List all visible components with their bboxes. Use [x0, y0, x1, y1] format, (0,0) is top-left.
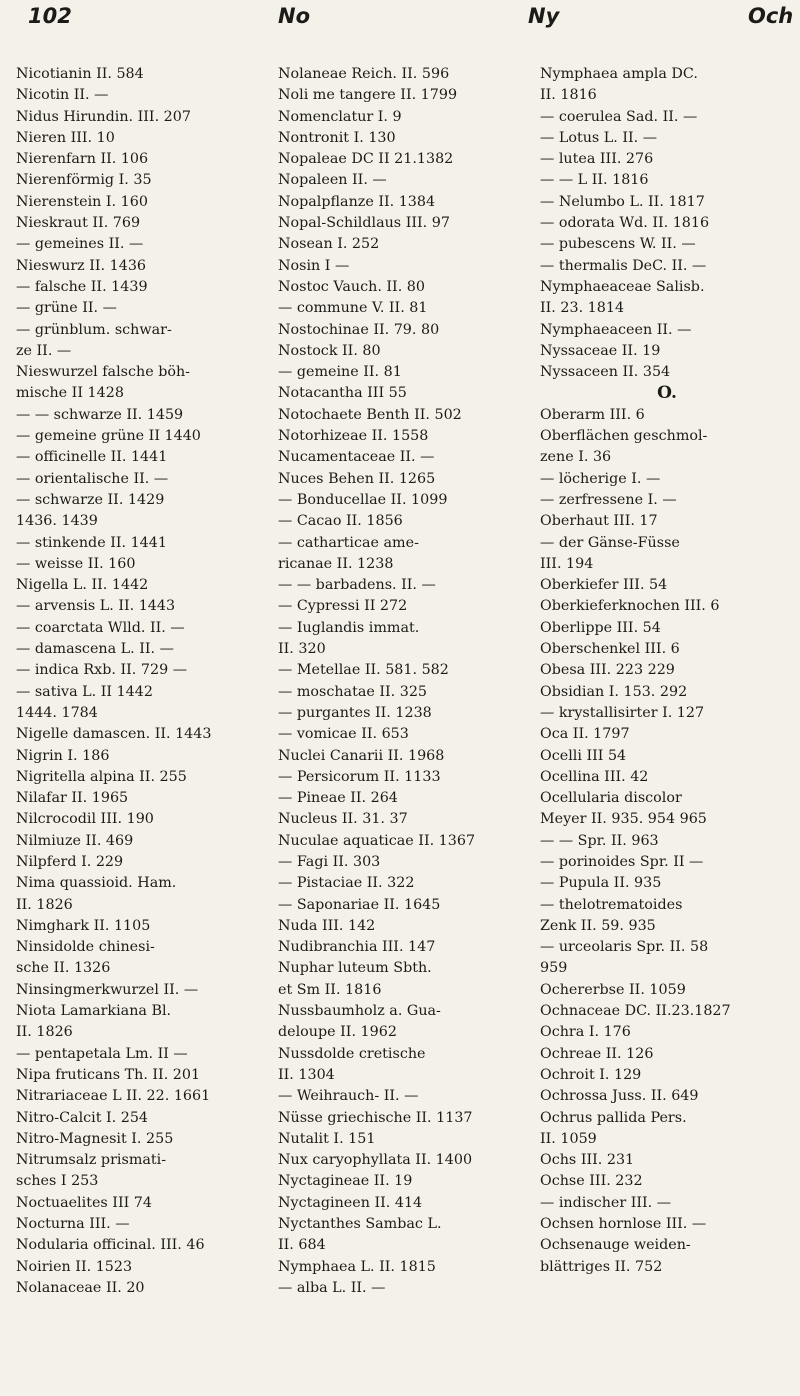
index-entry: Nontronit I. 130 — [278, 129, 396, 146]
index-entry: — porinoides Spr. II — — [540, 853, 704, 870]
index-entry: Nitro-Magnesit I. 255 — [16, 1130, 174, 1147]
index-entry: Ninsingmerkwurzel II. — — [16, 981, 199, 998]
index-entry: — commune V. II. 81 — [278, 300, 428, 317]
index-entry: Nidus Hirundin. III. 207 — [16, 108, 191, 125]
index-entry: — grünblum. schwar- — [16, 321, 172, 338]
index-entry: — gemeines II. — — [16, 236, 144, 253]
index-entry: — stinkende II. 1441 — [16, 534, 167, 551]
index-entry: Notacantha III 55 — [278, 385, 407, 402]
index-entry: blättriges II. 752 — [540, 1258, 663, 1275]
index-entry: Ochrossa Juss. II. 649 — [540, 1088, 699, 1105]
index-entry: Nomenclatur I. 9 — [278, 108, 402, 125]
index-entry: Nolaneae Reich. II. 596 — [278, 66, 450, 82]
index-entry: Nieswurz II. 1436 — [16, 257, 147, 274]
index-entry: Notochaete Benth II. 502 — [278, 406, 462, 423]
index-entry: Nieswurzel falsche böh- — [16, 364, 191, 381]
index-entry: Oberflächen geschmol- — [540, 428, 708, 445]
index-entry: — arvensis L. II. 1443 — [16, 598, 176, 615]
index-entry: Nostochinae II. 79. 80 — [278, 321, 440, 338]
index-entry: Meyer II. 935. 954 965 — [540, 811, 707, 828]
index-entry: 1444. 1784 — [16, 704, 98, 721]
index-entry: II. 1059 — [540, 1130, 597, 1147]
index-entry: Nostock II. 80 — [278, 342, 381, 359]
index-entry: — odorata Wd. II. 1816 — [540, 215, 710, 232]
index-entry: — Metellae II. 581. 582 — [278, 662, 449, 679]
index-entry: Nicotin II. — — [16, 87, 109, 104]
index-column-1 — [16, 64, 270, 1299]
index-column-3 — [540, 64, 794, 1278]
index-entry: — indischer III. — — [540, 1194, 672, 1211]
index-entry: — weisse II. 160 — [16, 555, 136, 572]
index-entry: Oberlippe III. 54 — [540, 619, 661, 636]
index-entry: deloupe II. 1962 — [278, 1024, 397, 1041]
index-entry: Ochsen hornlose III. — — [540, 1216, 707, 1233]
index-entry: Nosean I. 252 — [278, 236, 380, 253]
index-entry: Nucamentaceae II. — — [278, 449, 435, 466]
index-entry: — schwarze II. 1429 — [16, 491, 165, 508]
index-entry: Nigella L. II. 1442 — [16, 577, 149, 594]
index-entry: — Cacao II. 1856 — [278, 513, 403, 530]
index-entry: 959 — [540, 960, 568, 977]
index-entry: III. 194 — [540, 555, 594, 572]
header-last-term: Och — [748, 4, 794, 28]
index-entry: Oberschenkel III. 6 — [540, 641, 680, 658]
index-entry: — Saponariae II. 1645 — [278, 896, 441, 913]
index-entry: — alba L. II. — — [278, 1279, 386, 1296]
index-entry: Nitrumsalz prismati- — [16, 1152, 167, 1169]
index-entry: — officinelle II. 1441 — [16, 449, 168, 466]
index-entry: Nosin I — — [278, 257, 350, 274]
index-entry: — catharticae ame- — [278, 534, 419, 551]
index-entry: Oberkieferknochen III. 6 — [540, 598, 720, 615]
index-entry: Nymphaea ampla DC. — [540, 66, 698, 82]
index-entry: Nocturna III. — — [16, 1216, 130, 1233]
index-entry: — orientalische II. — — [16, 470, 169, 487]
index-entry: — damascena L. II. — — [16, 641, 174, 658]
index-entry: — — Spr. II. 963 — [540, 832, 659, 849]
index-column-2 — [278, 64, 532, 1299]
index-entry: Oca II. 1797 — [540, 726, 630, 743]
index-entry: Ochse III. 232 — [540, 1173, 643, 1190]
index-entry: II. 1304 — [278, 1066, 335, 1083]
index-entry: Noli me tangere II. 1799 — [278, 87, 458, 104]
index-entry: II. 320 — [278, 641, 326, 658]
index-entry: Zenk II. 59. 935 — [540, 917, 656, 934]
index-entry: — gemeine II. 81 — [278, 364, 402, 381]
index-entry: Noirien II. 1523 — [16, 1258, 133, 1275]
index-entry: — lutea III. 276 — [540, 151, 654, 168]
index-entry: Ochreae II. 126 — [540, 1045, 654, 1062]
index-entry: Nostoc Vauch. II. 80 — [278, 278, 425, 295]
index-entry: Nussdolde cretische — [278, 1045, 426, 1062]
index-entry: — vomicae II. 653 — [278, 726, 409, 743]
index-entry: Nipa fruticans Th. II. 201 — [16, 1066, 201, 1083]
index-entry: II. 1816 — [540, 87, 597, 104]
index-entry: — Pineae II. 264 — [278, 790, 398, 807]
index-entry: Nimghark II. 1105 — [16, 917, 151, 934]
index-entry: — Nelumbo L. II. 1817 — [540, 193, 705, 210]
index-entry: — purgantes II. 1238 — [278, 704, 432, 721]
index-entry: Ochsenauge weiden- — [540, 1237, 691, 1254]
index-entry: sches I 253 — [16, 1173, 99, 1190]
index-entry: Nodularia officinal. III. 46 — [16, 1237, 205, 1254]
index-entry: — — schwarze II. 1459 — [16, 406, 184, 423]
index-entry: Nyctanthes Sambac L. — [278, 1216, 442, 1233]
index-entry: Nussbaumholz a. Gua- — [278, 1003, 441, 1020]
index-entry: — löcherige I. — — [540, 470, 661, 487]
index-entry: sche II. 1326 — [16, 960, 111, 977]
index-entry: — Iuglandis immat. — [278, 619, 420, 636]
index-entry: Nymphaea L. II. 1815 — [278, 1258, 436, 1275]
index-entry: — Weihrauch- II. — — [278, 1088, 419, 1105]
index-entry: — Cypressi II 272 — [278, 598, 408, 615]
index-entry: Nilmiuze II. 469 — [16, 832, 134, 849]
index-entry: — thelotrematoides — [540, 896, 683, 913]
index-entry: Nyctagineae II. 19 — [278, 1173, 413, 1190]
index-entry: Ocellina III. 42 — [540, 768, 649, 785]
index-entry: Nuphar luteum Sbth. — [278, 960, 432, 977]
index-entry: ricanae II. 1238 — [278, 555, 394, 572]
index-entry: Nigritella alpina II. 255 — [16, 768, 187, 785]
index-entry: — — L II. 1816 — [540, 172, 649, 189]
index-entry: Oberarm III. 6 — [540, 406, 645, 423]
index-entry: Nux caryophyllata II. 1400 — [278, 1152, 473, 1169]
index-entry: Nierenförmig I. 35 — [16, 172, 152, 189]
index-entry: Nigrin I. 186 — [16, 747, 110, 764]
running-header — [28, 4, 794, 38]
index-entry: Nigelle damascen. II. 1443 — [16, 726, 212, 743]
index-entry: — grüne II. — — [16, 300, 117, 317]
index-entry: II. 1826 — [16, 896, 73, 913]
index-entry: Ochrus pallida Pers. — [540, 1109, 687, 1126]
index-entry: — Pistaciae II. 322 — [278, 875, 415, 892]
index-entry: — Lotus L. II. — — [540, 129, 658, 146]
index-entry: — Pupula II. 935 — [540, 875, 662, 892]
index-entry: — pentapetala Lm. II — — [16, 1045, 188, 1062]
index-entry: Ocelli III 54 — [540, 747, 627, 764]
index-entry: Nuclei Canarii II. 1968 — [278, 747, 445, 764]
index-entry: Nopaleae DC II 21.1382 — [278, 151, 454, 168]
index-entry: Nilpferd I. 229 — [16, 853, 124, 870]
index-entry: Ocellularia discolor — [540, 790, 682, 807]
index-entry: Nopalpflanze II. 1384 — [278, 193, 436, 210]
index-entry: Nuces Behen II. 1265 — [278, 470, 436, 487]
index-entry: Nudibranchia III. 147 — [278, 939, 436, 956]
index-entry: 1436. 1439 — [16, 513, 98, 530]
header-first-term: No — [278, 4, 311, 28]
index-entry: — gemeine grüne II 1440 — [16, 428, 201, 445]
index-entry: — zerfressene I. — — [540, 491, 677, 508]
index-entry: Niota Lamarkiana Bl. — [16, 1003, 172, 1020]
index-entry: Nyssaceae II. 19 — [540, 342, 661, 359]
index-entry: Ochnaceae DC. II.23.1827 — [540, 1003, 731, 1020]
index-entry: — pubescens W. II. — — [540, 236, 696, 253]
index-entry: — moschatae II. 325 — [278, 683, 428, 700]
index-entry: — coerulea Sad. II. — — [540, 108, 698, 125]
index-entry: Nymphaeaceae Salisb. — [540, 278, 705, 295]
index-entry: zene I. 36 — [540, 449, 612, 466]
header-middle-term: Ny — [528, 4, 560, 28]
index-entry: mische II 1428 — [16, 385, 124, 402]
index-entry: Nuculae aquaticae II. 1367 — [278, 832, 476, 849]
index-entry: Nopaleen II. — — [278, 172, 387, 189]
index-entry: Nyctagineen II. 414 — [278, 1194, 423, 1211]
index-entry: Obsidian I. 153. 292 — [540, 683, 688, 700]
index-entry: Nutalit I. 151 — [278, 1130, 376, 1147]
index-entry: Ninsidolde chinesi- — [16, 939, 155, 956]
index-entry: II. 1826 — [16, 1024, 73, 1041]
index-entry: ze II. — — [16, 342, 72, 359]
section-letter: O. — [657, 383, 677, 404]
index-entry: Nopal-Schildlaus III. 97 — [278, 215, 450, 232]
index-entry: — krystallisirter I. 127 — [540, 704, 705, 721]
index-entry: II. 23. 1814 — [540, 300, 625, 317]
index-entry: Nilafar II. 1965 — [16, 790, 129, 807]
index-entry: Ochererbse II. 1059 — [540, 981, 686, 998]
index-entry: — indica Rxb. II. 729 — — [16, 662, 188, 679]
page-number: 102 — [28, 4, 72, 28]
index-entry: Notorhizeae II. 1558 — [278, 428, 429, 445]
index-entry: et Sm II. 1816 — [278, 981, 382, 998]
index-entry: — coarctata Wlld. II. — — [16, 619, 185, 636]
index-entry: Nieskraut II. 769 — [16, 215, 141, 232]
index-entry: Oberkiefer III. 54 — [540, 577, 668, 594]
index-entry: — Persicorum II. 1133 — [278, 768, 441, 785]
index-entry: Nucleus II. 31. 37 — [278, 811, 408, 828]
index-entry: Nierenstein I. 160 — [16, 193, 148, 210]
index-entry: — urceolaris Spr. II. 58 — [540, 939, 709, 956]
index-entry: Obesa III. 223 229 — [540, 662, 675, 679]
index-entry: — Bonducellae II. 1099 — [278, 491, 448, 508]
index-entry: Oberhaut III. 17 — [540, 513, 658, 530]
index-entry: II. 684 — [278, 1237, 326, 1254]
index-entry: Nieren III. 10 — [16, 129, 115, 146]
index-entry: — falsche II. 1439 — [16, 278, 148, 295]
index-entry: Nicotianin II. 584 — [16, 66, 144, 82]
index-entry: Nitro-Calcit I. 254 — [16, 1109, 149, 1126]
index-entry: Nüsse griechische II. 1137 — [278, 1109, 473, 1126]
index-entry: Nyssaceen II. 354 — [540, 364, 671, 381]
index-entry: Nitrariaceae L II. 22. 1661 — [16, 1088, 211, 1105]
index-entry: — thermalis DeC. II. — — [540, 257, 707, 274]
index-entry: Nolanaceae II. 20 — [16, 1279, 145, 1296]
index-entry: Ochroit I. 129 — [540, 1066, 642, 1083]
index-entry: Ochra I. 176 — [540, 1024, 631, 1041]
index-entry: — der Gänse-Füsse — [540, 534, 680, 551]
index-entry: Nima quassioid. Ham. — [16, 875, 177, 892]
index-entry: — — barbadens. II. — — [278, 577, 436, 594]
index-entry: Nierenfarn II. 106 — [16, 151, 149, 168]
index-entry: — sativa L. II 1442 — [16, 683, 153, 700]
index-entry: Noctuaelites III 74 — [16, 1194, 152, 1211]
index-entry: Nilcrocodil III. 190 — [16, 811, 154, 828]
index-entry: Ochs III. 231 — [540, 1152, 635, 1169]
index-entry: — Fagi II. 303 — [278, 853, 381, 870]
index-entry: Nuda III. 142 — [278, 917, 376, 934]
index-entry: Nymphaeaceen II. — — [540, 321, 692, 338]
